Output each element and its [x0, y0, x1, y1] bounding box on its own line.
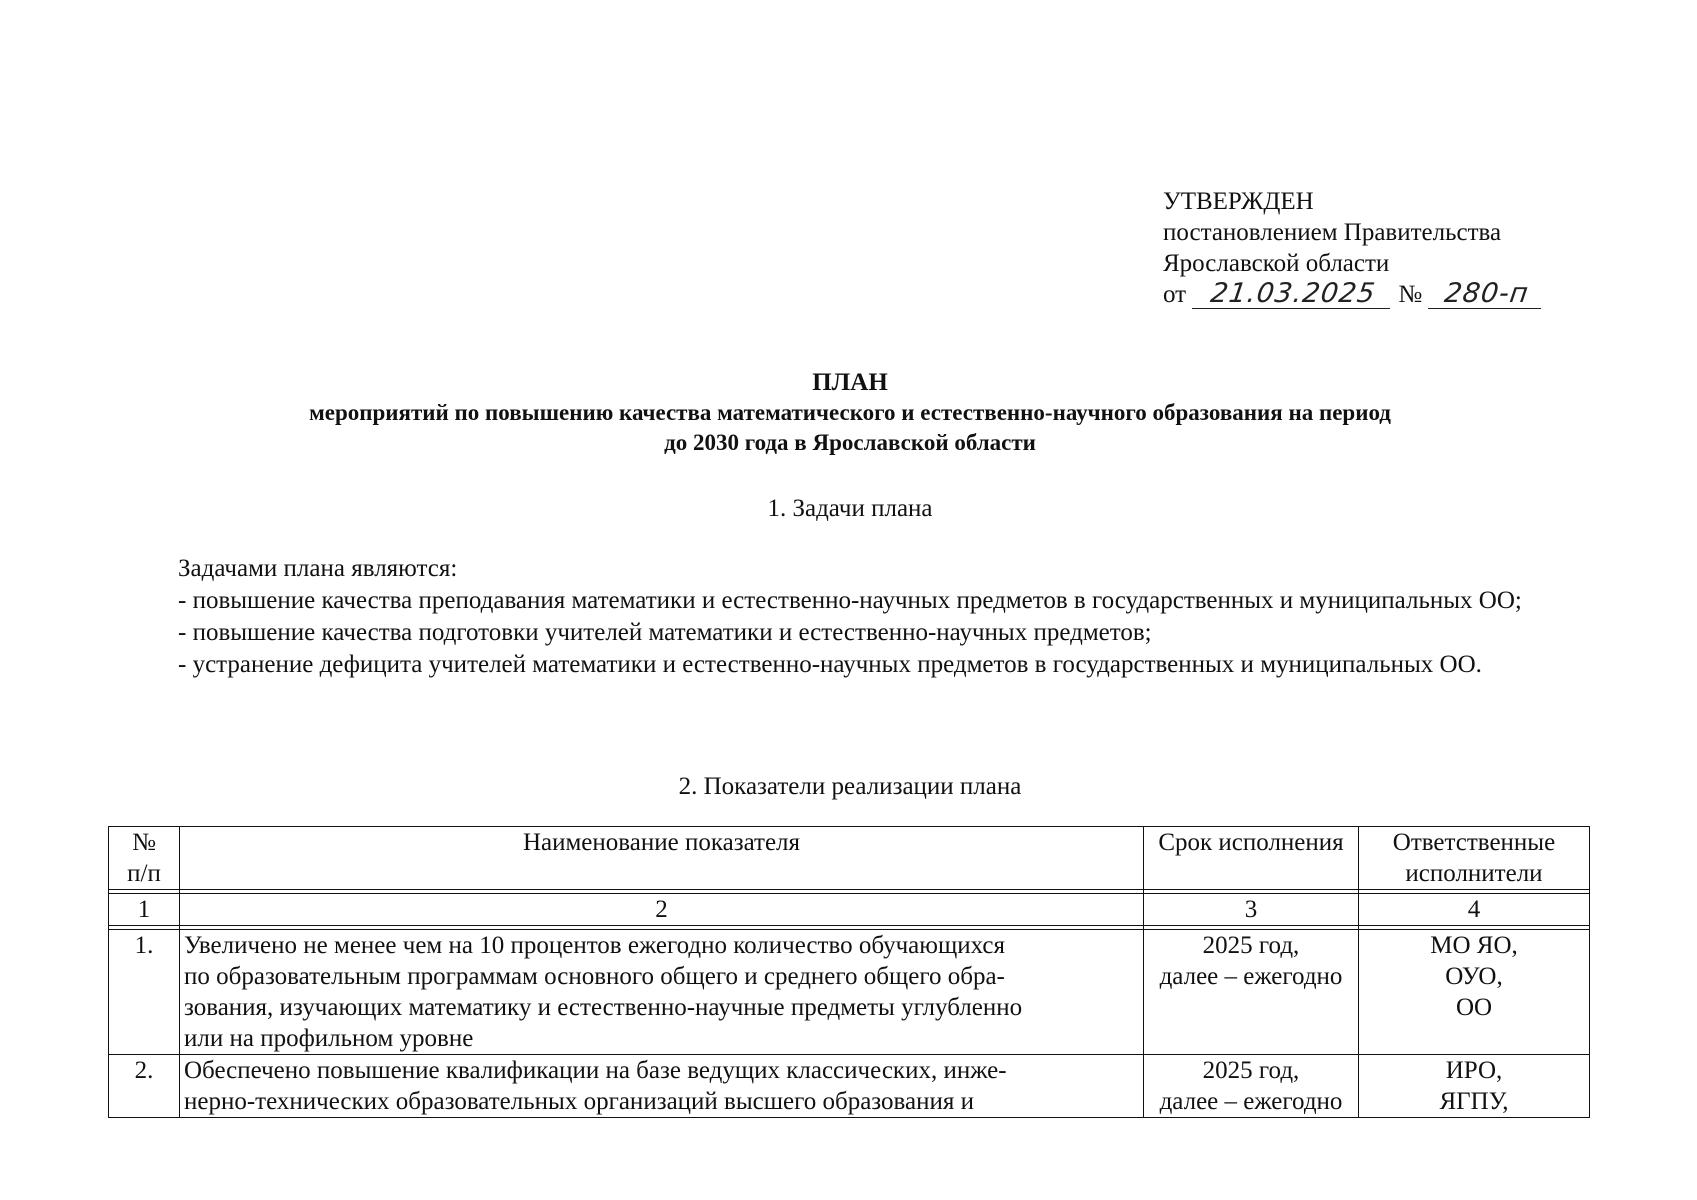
approval-date-number-line	[1163, 279, 1543, 310]
term-line: далее – ежегодно	[1159, 963, 1343, 990]
task-item-1: - повышение качества преподавания математики и естественно-научных предметов в государственных и муниципальных ОО;	[178, 587, 1522, 614]
col-number-2: 2	[180, 894, 1144, 926]
row-indicator-name	[180, 930, 1144, 1055]
document-title	[100, 368, 1600, 458]
row-responsible	[1359, 1055, 1590, 1118]
name-line: нерно-технических образовательных организаций высшего образования и	[184, 1088, 974, 1115]
number-prefix: №	[1398, 281, 1423, 308]
section-2-heading: 2. Показатели реализации плана	[678, 773, 1022, 800]
header-term: Срок исполнения	[1144, 827, 1359, 890]
name-line: зования, изучающих математику и естественно-научные предметы углубленно	[184, 994, 1023, 1021]
approval-line-3: Ярославской области	[1163, 250, 1390, 277]
term-line: 2025 год,	[1202, 1057, 1300, 1084]
col-number-3: 3	[1144, 894, 1359, 926]
term-line: 2025 год,	[1202, 932, 1300, 959]
resp-line: ОО	[1455, 994, 1493, 1021]
resp-line: ИРО,	[1445, 1057, 1503, 1084]
table-row	[109, 1055, 1590, 1118]
approval-status: УТВЕРЖДЕН	[1163, 188, 1314, 215]
column-number-row	[109, 894, 1590, 926]
header-num-line: п/п	[127, 860, 161, 887]
title-sub-2: до 2030 года в Ярославской области	[664, 430, 1036, 455]
header-resp-line: исполнители	[1405, 860, 1543, 887]
resp-line: МО ЯО,	[1430, 932, 1518, 959]
col-number-4: 4	[1359, 894, 1590, 926]
name-line: или на профильном уровне	[184, 1025, 474, 1052]
title-main: ПЛАН	[812, 369, 888, 396]
indicators-table	[108, 826, 1590, 1118]
table-row	[109, 930, 1590, 1055]
task-item-3: - устранение дефицита учителей математики и естественно-научных предметов в государственных и муниципальных ОО.	[178, 651, 1482, 678]
name-line: Увеличено не менее чем на 10 процентов ежегодно количество обучающихся	[184, 932, 1005, 959]
header-resp-line: Ответственные	[1392, 829, 1556, 856]
section-1-heading: 1. Задачи плана	[767, 495, 933, 522]
section-1-body	[106, 553, 1591, 681]
row-num: 2.	[109, 1055, 180, 1118]
col-number-1: 1	[109, 894, 180, 926]
task-item-2: - повышение качества подготовки учителей математики и естественно-научных предметов;	[178, 619, 1152, 646]
handwritten-date: 21.03.2025	[1192, 280, 1394, 309]
row-term	[1144, 1055, 1359, 1118]
name-line: Обеспечено повышение квалификации на базе ведущих классических, инже-	[184, 1057, 1007, 1084]
title-sub-1: мероприятий по повышению качества математического и естественно-научного образования на период	[309, 400, 1391, 425]
header-resp	[1359, 827, 1590, 890]
resp-line: ЯГПУ,	[1439, 1088, 1509, 1115]
handwritten-number: 280-п	[1428, 280, 1545, 309]
tasks-intro: Задачами плана являются:	[178, 555, 458, 582]
date-prefix: от	[1163, 281, 1187, 308]
row-term	[1144, 930, 1359, 1055]
approval-block	[1163, 186, 1543, 310]
row-responsible	[1359, 930, 1590, 1055]
row-indicator-name	[180, 1055, 1144, 1118]
header-num-line: №	[132, 829, 156, 856]
header-name: Наименование показателя	[180, 827, 1144, 890]
resp-line: ОУО,	[1445, 963, 1503, 990]
table-header-row	[109, 827, 1590, 890]
approval-line-2: постановлением Правительства	[1163, 219, 1502, 246]
name-line: по образовательным программам основного общего и среднего общего обра-	[184, 963, 1005, 990]
row-num: 1.	[109, 930, 180, 1055]
term-line: далее – ежегодно	[1159, 1088, 1343, 1115]
header-num	[109, 827, 180, 890]
